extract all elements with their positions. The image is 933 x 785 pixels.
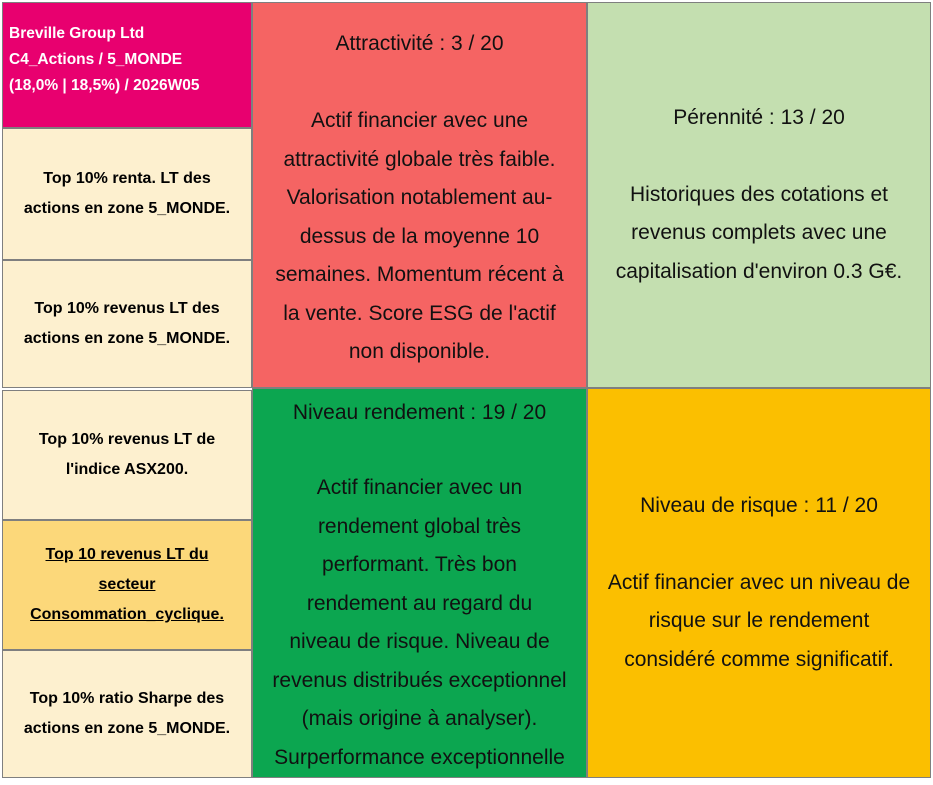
badge-revenus-lt-secteur-link[interactable]: [2, 520, 252, 650]
badge-text: Top 10% renta. LT des: [43, 170, 211, 187]
badge-text: actions en zone 5_MONDE.: [23, 330, 231, 347]
attractivite-text: attractivité globale très faible.: [283, 147, 556, 171]
attractivite-text: semaines. Momentum récent à: [275, 263, 564, 286]
attractivite-heading: Attractivité : 3 / 20: [335, 32, 504, 55]
asset-category: C4_Actions / 5_MONDE: [9, 51, 183, 68]
badge-link-text[interactable]: Consommation_cyclique.: [30, 606, 224, 623]
risque-score-box: [587, 388, 931, 778]
rendement-text: (mais origine à analyser).: [301, 707, 538, 730]
risque-text: considéré comme significatif.: [624, 647, 894, 671]
badge-revenus-lt-indice: [2, 390, 252, 520]
perennite-heading: Pérennité : 13 / 20: [673, 105, 845, 129]
badge-revenus-lt-zone: [2, 260, 252, 388]
rendement-text: rendement au regard du: [306, 591, 533, 615]
badge-text: Top 10% revenus LT de: [38, 431, 216, 448]
risque-text: Actif financier avec un niveau de: [607, 570, 911, 594]
rendement-text: Actif financier avec un: [316, 476, 523, 499]
asset-title-box: [2, 2, 252, 128]
risque-heading: Niveau de risque : 11 / 20: [640, 493, 878, 517]
attractivite-text: la vente. Score ESG de l'actif: [283, 301, 556, 325]
badge-link-text[interactable]: secteur: [98, 576, 156, 593]
perennite-text: capitalisation d'environ 0.3 G€.: [615, 259, 903, 283]
perennite-score-box: [587, 2, 931, 388]
rendement-heading: Niveau rendement : 19 / 20: [292, 401, 547, 424]
rendement-text: performant. Très bon: [322, 553, 517, 576]
perennite-text: Historiques des cotations et: [630, 182, 888, 206]
asset-name: Breville Group Ltd: [9, 25, 145, 42]
badge-renta-lt: [2, 128, 252, 260]
badge-text: l'indice ASX200.: [65, 461, 189, 478]
rendement-text: rendement global très: [317, 514, 522, 538]
rendement-text: Surperformance exceptionnelle: [274, 745, 565, 769]
attractivite-text: non disponible.: [348, 340, 491, 363]
attractivite-score-box: [252, 2, 587, 388]
risque-text: risque sur le rendement: [648, 609, 870, 633]
asset-period: (18,0% | 18,5%) / 2026W05: [9, 77, 200, 94]
attractivite-text: Actif financier avec une: [310, 109, 529, 132]
badge-text: Top 10% ratio Sharpe des: [29, 690, 225, 707]
badge-link-text[interactable]: Top 10 revenus LT du: [45, 546, 209, 563]
rendement-score-box: [252, 388, 587, 778]
attractivite-text: Valorisation notablement au-: [286, 186, 553, 209]
perennite-text: revenus complets avec une: [631, 221, 887, 245]
rendement-text: niveau de risque. Niveau de: [289, 630, 550, 653]
badge-ratio-sharpe: [2, 650, 252, 778]
attractivite-text: dessus de la moyenne 10: [299, 224, 540, 248]
rendement-text: revenus distribués exceptionnel: [272, 668, 567, 692]
badge-text: actions en zone 5_MONDE.: [23, 720, 231, 737]
badge-text: actions en zone 5_MONDE.: [23, 200, 231, 217]
badge-text: Top 10% revenus LT des: [34, 300, 220, 317]
